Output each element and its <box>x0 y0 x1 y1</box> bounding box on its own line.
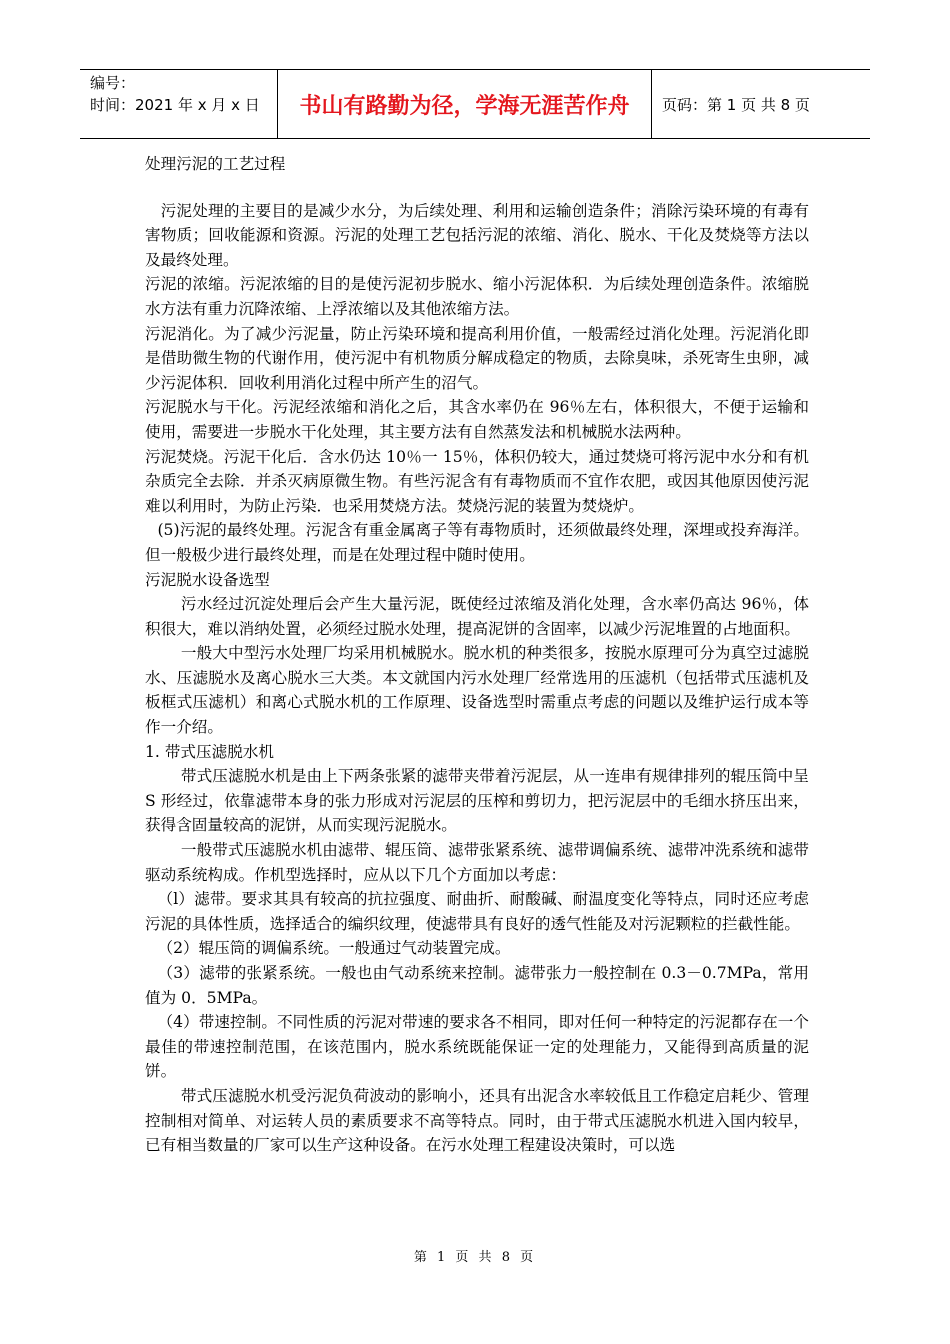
paragraph: 一般带式压滤脱水机由滤带、辊压筒、滤带张紧系统、滤带调偏系统、滤带冲洗系统和滤带驱动系统构成。作机型选择时，应从以下几个方面加以考虑： <box>145 841 809 884</box>
section-heading: 污泥脱水设备选型 <box>145 570 270 589</box>
paragraph: （3）滤带的张紧系统。一般也由气动系统来控制。滤带张力一般控制在 0.3－0.7MPa，常用值为 0．5MPa。 <box>145 964 809 1007</box>
number-label: 编号： <box>90 74 136 92</box>
paragraph: （4）带速控制。不同性质的污泥对带速的要求各不相同，即对任何一种特定的污泥都存在一个最佳的带速控制范围，在该范围内，脱水系统既能保证一定的处理能力，又能得到高质量的泥饼。 <box>145 1013 809 1081</box>
paragraph: 带式压滤脱水机受污泥负荷波动的影响小，还具有出泥含水率较低且工作稳定启耗少、管理控制相对简单、对运转人员的素质要求不高等特点。同时，由于带式压滤脱水机进入国内较早，已有相当数量的厂家可以生产这种设备。在污水处理工程建设决策时，可以选 <box>145 1086 809 1155</box>
paragraph: 污泥消化。为了减少污泥量，防止污染环境和提高利用价值，一般需经过消化处理。污泥消化即是借助微生物的代谢作用，使污泥中有机物质分解成稳定的物质，去除臭味，杀死寄生虫卵，减少污泥体积．回收利用消化过程中所产生的沼气。 <box>145 324 809 392</box>
page-footer: 第 1 页 共 8 页 <box>413 1250 537 1265</box>
paragraph: 污泥焚烧。污泥干化后．含水仍达 10％一 15％，体积仍较大，通过焚烧可将污泥中水分和有机杂质完全去除．并杀灭病原微生物。有些污泥含有有毒物质而不宜作农肥，或因其他原因使污泥难以利用时，为防止污染．也采用焚烧方法。焚烧污泥的装置为焚烧炉。 <box>145 447 809 515</box>
header-meta <box>80 70 278 138</box>
paragraph: （2）辊压筒的调偏系统。一般通过气动装置完成。 <box>157 939 511 958</box>
paragraph: 污水经过沉淀处理后会产生大量污泥，既使经过浓缩及消化处理，含水率仍高达 96％，体积很大，难以消纳处置，必须经过脱水处理，提高泥饼的含固率，以减少污泥堆置的占地面积。 <box>145 595 809 638</box>
paragraph: 污泥脱水与干化。污泥经浓缩和消化之后，其含水率仍在 96％左右，体积很大，不便于运输和使用，需要进一步脱水干化处理，其主要方法有自然蒸发法和机械脱水法两种。 <box>145 398 809 441</box>
paragraph: (5)污泥的最终处理。污泥含有重金属离子等有毒物质时，还须做最终处理，深埋或投弃海洋。但一般极少进行最终处理，而是在处理过程中随时使用。 <box>145 521 809 564</box>
header-motto: 书山有路勤为径，学海无涯苦作舟 <box>278 70 652 138</box>
date-label: 时间：2021 年 x 月 x 日 <box>90 96 260 114</box>
document-header <box>80 69 870 139</box>
paragraph: 污泥处理的主要目的是减少水分，为后续处理、利用和运输创造条件；消除污染环境的有毒有害物质；回收能源和资源。污泥的处理工艺包括污泥的浓缩、消化、脱水、干化及焚烧等方法以及最终处理。 <box>145 201 809 269</box>
paragraph: 污泥的浓缩。污泥浓缩的目的是使污泥初步脱水、缩小污泥体积．为后续处理创造条件。浓缩脱水方法有重力沉降浓缩、上浮浓缩以及其他浓缩方法。 <box>145 275 809 318</box>
doc-title: 处理污泥的工艺过程 <box>145 155 286 173</box>
paragraph: 带式压滤脱水机是由上下两条张紧的滤带夹带着污泥层，从一连串有规律排列的辊压筒中呈 S 形经过，依靠滤带本身的张力形成对污泥层的压榨和剪切力，把污泥层中的毛细水挤压出来，获得含固量较高的泥饼，从而实现污泥脱水。 <box>145 767 809 835</box>
paragraph: （l）滤带。要求其具有较高的抗拉强度、耐曲折、耐酸碱、耐温度变化等特点，同时还应考虑污泥的具体性质，选择适合的编织纹理，使滤带具有良好的透气性能及对污泥颗粒的拦截性能。 <box>145 890 809 933</box>
paragraph: 一般大中型污水处理厂均采用机械脱水。脱水机的种类很多，按脱水原理可分为真空过滤脱水、压滤脱水及离心脱水三大类。本文就国内污水处理厂经常选用的压滤机（包括带式压滤机及板框式压滤机）和离心式脱水机的工作原理、设备选型时需重点考虑的问题以及维护运行成本等作一介绍。 <box>145 644 809 737</box>
section-heading: 1. 带式压滤脱水机 <box>145 742 274 761</box>
header-page-info: 页码：第 1 页 共 8 页 <box>662 95 810 114</box>
document-body <box>145 152 809 1158</box>
